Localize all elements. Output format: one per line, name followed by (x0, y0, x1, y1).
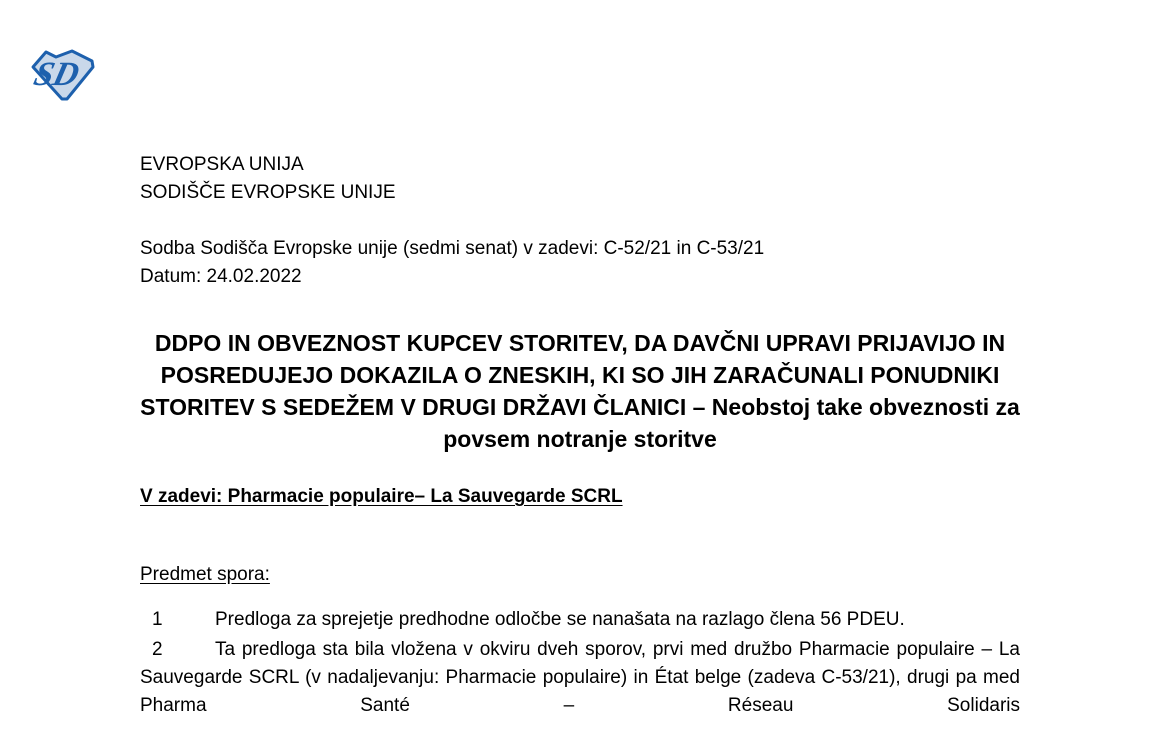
judgment-case-line: Sodba Sodišča Evropske unije (sedmi senat) v zadevi: C-52/21 in C-53/21 (140, 238, 765, 259)
paragraph-text: Predloga za sprejetje predhodne odločbe se nanašata na razlago člena 56 PDEU. (215, 609, 905, 630)
paragraph-2 (140, 636, 1020, 720)
section-heading-predmet-spora: Predmet spora: (140, 564, 270, 585)
paragraph-text: Ta predloga sta bila vložena v okviru dveh sporov, prvi med družbo Pharmacie populaire – La Sauvegarde SCRL (v nadaljevanju: Pharmacie populaire) in État belge (zadeva C-53/21), drugi pa med Pharma Santé – Réseau Solidaris (140, 639, 1020, 716)
institution-header (140, 151, 1020, 207)
paragraph-1 (140, 606, 1020, 634)
case-info (140, 235, 1020, 291)
institution-line-1: EVROPSKA UNIJA (140, 154, 304, 175)
paragraph-number: 1 (152, 609, 163, 630)
paragraph-number: 2 (152, 639, 163, 660)
case-reference: V zadevi: Pharmacie populaire– La Sauvegarde SCRL (140, 486, 623, 507)
logo-letters: SD (30, 55, 84, 93)
judgment-title: DDPO IN OBVEZNOST KUPCEV STORITEV, DA DAVČNI UPRAVI PRIJAVIJO IN POSREDUJEJO DOKAZILA O ZNESKIH, KI SO JIH ZARAČUNALI PONUDNIKI STORITEV S SEDEŽEM V DRUGI DRŽAVI ČLANICI – Neobstoj take obveznosti za povsem notranje storitve (140, 330, 1020, 452)
institution-line-2: SODIŠČE EVROPSKE UNIJE (140, 182, 396, 203)
court-shield-logo-icon (30, 46, 96, 102)
judgment-date-line: Datum: 24.02.2022 (140, 266, 302, 287)
